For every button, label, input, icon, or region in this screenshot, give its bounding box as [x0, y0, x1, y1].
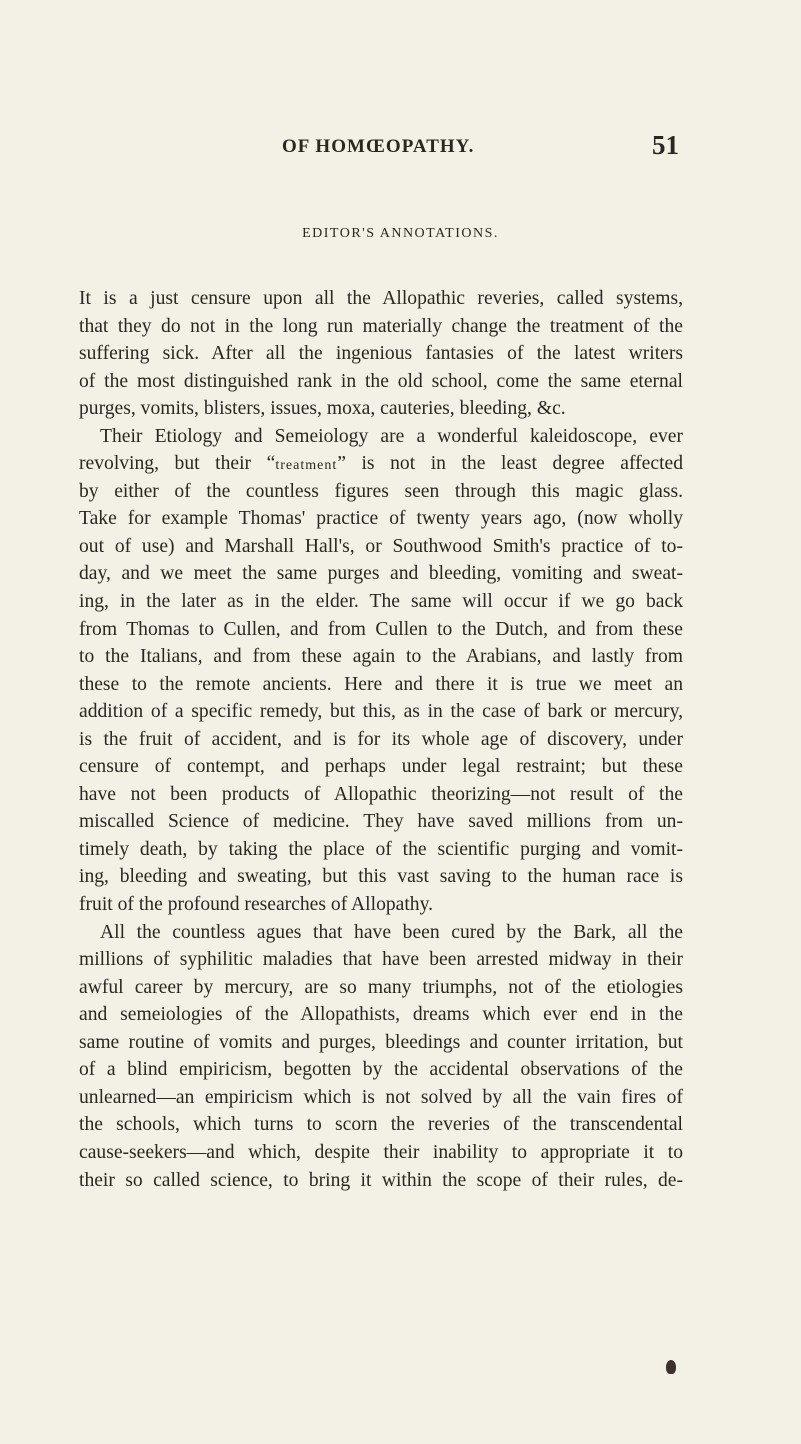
text-line: that they do not in the long run materially change the treatment of the	[79, 315, 683, 337]
text-line: addition of a specific remedy, but this, as in the case of bark or mercury,	[79, 701, 683, 723]
text-line: have not been products of Allopathic theorizing—not result of the	[79, 783, 683, 805]
text-line: ing, bleeding and sweating, but this vast saving to the human race is	[79, 866, 683, 888]
text-line: from Thomas to Cullen, and from Cullen to the Dutch, and from these	[79, 618, 683, 640]
page-header	[0, 130, 801, 164]
text-line: It is a just censure upon all the Allopathic reveries, called systems,	[79, 288, 683, 309]
section-heading: EDITOR'S ANNOTATIONS.	[302, 226, 499, 241]
text-line: purges, vomits, blisters, issues, moxa, cauteries, bleeding, &c.	[79, 398, 566, 420]
text-line: same routine of vomits and purges, bleedings and counter irritation, but	[79, 1031, 683, 1053]
text-line: day, and we meet the same purges and bleeding, vomiting and sweat-	[79, 563, 683, 585]
small-caps-word: treatment	[275, 458, 338, 474]
ink-blot	[666, 1360, 676, 1374]
text-line: timely death, by taking the place of the scientific purging and vomit-	[79, 838, 683, 860]
text-line: millions of syphilitic maladies that have been arrested midway in their	[79, 949, 683, 971]
text-line: is the fruit of accident, and is for its whole age of discovery, under	[79, 728, 683, 750]
text-line: suffering sick. After all the ingenious fantasies of the latest writers	[79, 343, 683, 365]
text-line: and semeiologies of the Allopathists, dreams which ever end in the	[79, 1004, 683, 1026]
text-line: of a blind empiricism, begotten by the accidental observations of the	[79, 1059, 683, 1081]
text-line: All the countless agues that have been cured by the Bark, all the	[100, 921, 683, 943]
text-line: to the Italians, and from these again to the Arabians, and lastly from	[79, 646, 683, 668]
text-line: Their Etiology and Semeiology are a wonderful kaleidoscope, ever	[100, 425, 683, 447]
text-fragment: revolving, but their “	[79, 453, 276, 475]
text-line: these to the remote ancients. Here and there it is true we meet an	[79, 673, 683, 695]
text-line: ing, in the later as in the elder. The same will occur if we go back	[79, 591, 683, 613]
body-text	[79, 285, 683, 1194]
text-line: censure of contempt, and perhaps under legal restraint; but these	[79, 756, 683, 778]
text-line	[79, 450, 683, 478]
text-line: cause-seekers—and which, despite their inability to appropriate it to	[79, 1141, 683, 1163]
text-line: unlearned—an empiricism which is not solved by all the vain fires of	[79, 1086, 683, 1108]
text-line: awful career by mercury, are so many triumphs, not of the etiologies	[79, 976, 683, 998]
text-line: the schools, which turns to scorn the reveries of the transcendental	[79, 1114, 683, 1136]
text-line: out of use) and Marshall Hall's, or Southwood Smith's practice of to-	[79, 535, 683, 557]
text-line: miscalled Science of medicine. They have saved millions from un-	[79, 811, 683, 833]
text-line: their so called science, to bring it within the scope of their rules, de-	[79, 1169, 683, 1191]
text-line: by either of the countless figures seen through this magic glass.	[79, 480, 683, 502]
text-fragment: ” is not in the least degree affected	[337, 453, 684, 475]
running-head: OF HOMŒOPATHY.	[282, 136, 475, 157]
text-line: of the most distinguished rank in the old school, come the same eternal	[79, 370, 683, 392]
text-line: fruit of the profound researches of Allopathy.	[79, 894, 434, 916]
text-line: Take for example Thomas' practice of twenty years ago, (now wholly	[79, 508, 683, 530]
page-number: 51	[652, 130, 679, 160]
